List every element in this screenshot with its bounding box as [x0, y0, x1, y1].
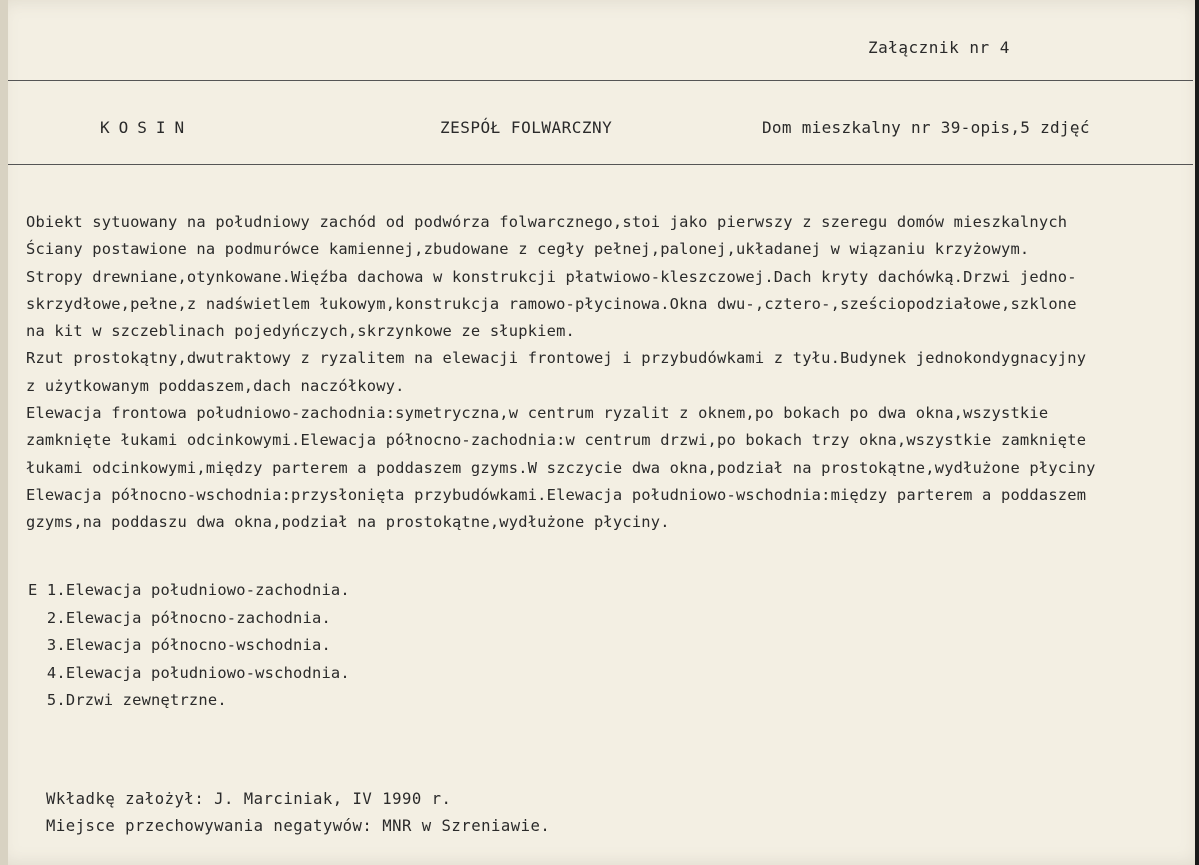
description-line: Rzut prostokątny,dwutraktowy z ryzalitem na elewacji frontowej i przybudówkami z tyłu.Budynek jednokondygnacyjny [26, 349, 1087, 368]
photo-list-item: E 1.Elewacja południowo-zachodnia. [28, 581, 350, 599]
header-group: ZESPÓŁ FOLWARCZNY [440, 118, 613, 137]
card-left-edge [0, 0, 8, 865]
description-text [26, 209, 1191, 537]
description-line: łukami odcinkowymi,między parterem a poddaszem gzyms.W szczycie dwa okna,podział na prostokątne,wydłużone płyciny [26, 458, 1096, 477]
description-line: z użytkowanym poddaszem,dach naczółkowy. [26, 376, 405, 395]
description-line: na kit w szczeblinach pojedyńczych,skrzynkowe ze słupkiem. [26, 322, 576, 341]
description-line: zamknięte łukami odcinkowymi.Elewacja północno-zachodnia:w centrum drzwi,po bokach trzy okna,wszystkie zamknięte [26, 431, 1087, 450]
photo-list-item: 3.Elewacja północno-wschodnia. [28, 636, 331, 655]
footer-notes [46, 786, 550, 841]
description-line: skrzydłowe,pełne,z nadświetlem łukowym,konstrukcja ramowo-płycinowa.Okna dwu-,cztero-,sześciopodziałowe,szklone [26, 294, 1077, 313]
description-line: Ściany postawione na podmurówce kamiennej,zbudowane z cegły pełnej,palonej,układanej w wiązaniu krzyżowym. [26, 240, 1030, 259]
founded-by-note: Wkładkę założył: J. Marciniak, IV 1990 r. [46, 790, 452, 808]
description-line: Obiekt sytuowany na południowy zachód od podwórza folwarcznego,stoi jako pierwszy z szeregu domów mieszkalnych [26, 213, 1068, 231]
description-line: gzyms,na poddaszu dwa okna,podział na prostokątne,wydłużone płyciny. [26, 513, 670, 532]
attachment-label: Załącznik nr 4 [868, 38, 1010, 57]
photo-list [28, 577, 350, 715]
description-line: Elewacja frontowa południowo-zachodnia:symetryczna,w centrum ryzalit z oknem,po bokach po dwa okna,wszystkie [26, 404, 1049, 423]
description-line: Stropy drewniane,otynkowane.Więźba dachowa w konstrukcji płatwiowo-kleszczowej.Dach kryty dachówką.Drzwi jedno- [26, 267, 1077, 286]
header-divider [8, 164, 1193, 165]
card-right-edge [1195, 0, 1199, 865]
top-divider [8, 80, 1193, 81]
photo-list-item: 5.Drzwi zewnętrzne. [28, 691, 227, 710]
photo-list-item: 2.Elewacja północno-zachodnia. [28, 608, 331, 627]
negatives-location-note: Miejsce przechowywania negatywów: MNR w Szreniawie. [46, 817, 551, 836]
header-place: KOSIN [100, 118, 194, 137]
photo-list-item: 4.Elewacja południowo-wschodnia. [28, 663, 350, 682]
header-house: Dom mieszkalny nr 39-opis,5 zdjęć [762, 118, 1090, 137]
description-line: Elewacja północno-wschodnia:przysłonięta przybudówkami.Elewacja południowo-wschodnia:między parterem a poddaszem [26, 485, 1087, 504]
